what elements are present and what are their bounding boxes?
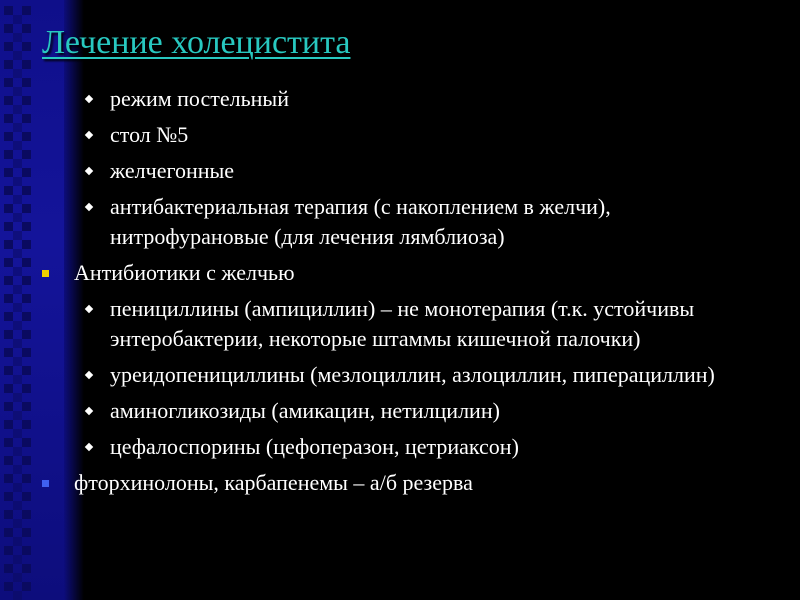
list-item-text: стол №5 bbox=[110, 122, 189, 147]
antibiotics-list bbox=[40, 294, 760, 462]
list-item-text: цефалоспорины (цефоперазон, цетриаксон) bbox=[110, 434, 519, 459]
square-bullet-icon bbox=[42, 270, 49, 277]
diamond-bullet-icon bbox=[85, 203, 93, 211]
diamond-bullet-icon bbox=[85, 407, 93, 415]
diamond-bullet-icon bbox=[85, 371, 93, 379]
list-item bbox=[40, 360, 760, 390]
list-item-text: уреидопенициллины (мезлоциллин, азлоциллин, пиперациллин) bbox=[110, 362, 715, 387]
slide-content bbox=[40, 84, 760, 498]
section-heading-text: фторхинолоны, карбапенемы – а/б резерва bbox=[74, 470, 473, 495]
list-item-text: аминогликозиды (амикацин, нетилцилин) bbox=[110, 398, 500, 423]
list-item-text: антибактериальная терапия (с накоплением в желчи), нитрофурановые (для лечения лямблиоза) bbox=[110, 194, 611, 249]
diamond-bullet-icon bbox=[85, 167, 93, 175]
list-item bbox=[40, 84, 760, 114]
antibiotics-section bbox=[40, 258, 760, 462]
sidebar-squares-column bbox=[13, 15, 22, 600]
sidebar-squares-column bbox=[22, 6, 31, 598]
list-item bbox=[40, 156, 760, 186]
section-heading bbox=[40, 258, 760, 288]
slide-title: Лечение холецистита bbox=[42, 24, 351, 61]
section-heading-text: Антибиотики с желчью bbox=[74, 260, 295, 285]
diamond-bullet-icon bbox=[85, 443, 93, 451]
list-item bbox=[40, 396, 760, 426]
list-item bbox=[40, 120, 760, 150]
diamond-bullet-icon bbox=[85, 95, 93, 103]
list-item-text: режим постельный bbox=[110, 86, 289, 111]
diamond-bullet-icon bbox=[85, 131, 93, 139]
sidebar-squares-column bbox=[4, 6, 13, 598]
list-item bbox=[40, 192, 760, 252]
reserve-section bbox=[40, 468, 760, 498]
list-item-text: пенициллины (ампициллин) – не монотерапия (т.к. устойчивы энтеробактерии, некоторые штаммы кишечной палочки) bbox=[110, 296, 695, 351]
list-item bbox=[40, 294, 760, 354]
square-bullet-icon bbox=[42, 480, 49, 487]
diamond-bullet-icon bbox=[85, 305, 93, 313]
list-item-text: желчегонные bbox=[110, 158, 235, 183]
list-item bbox=[40, 432, 760, 462]
intro-list bbox=[40, 84, 760, 252]
